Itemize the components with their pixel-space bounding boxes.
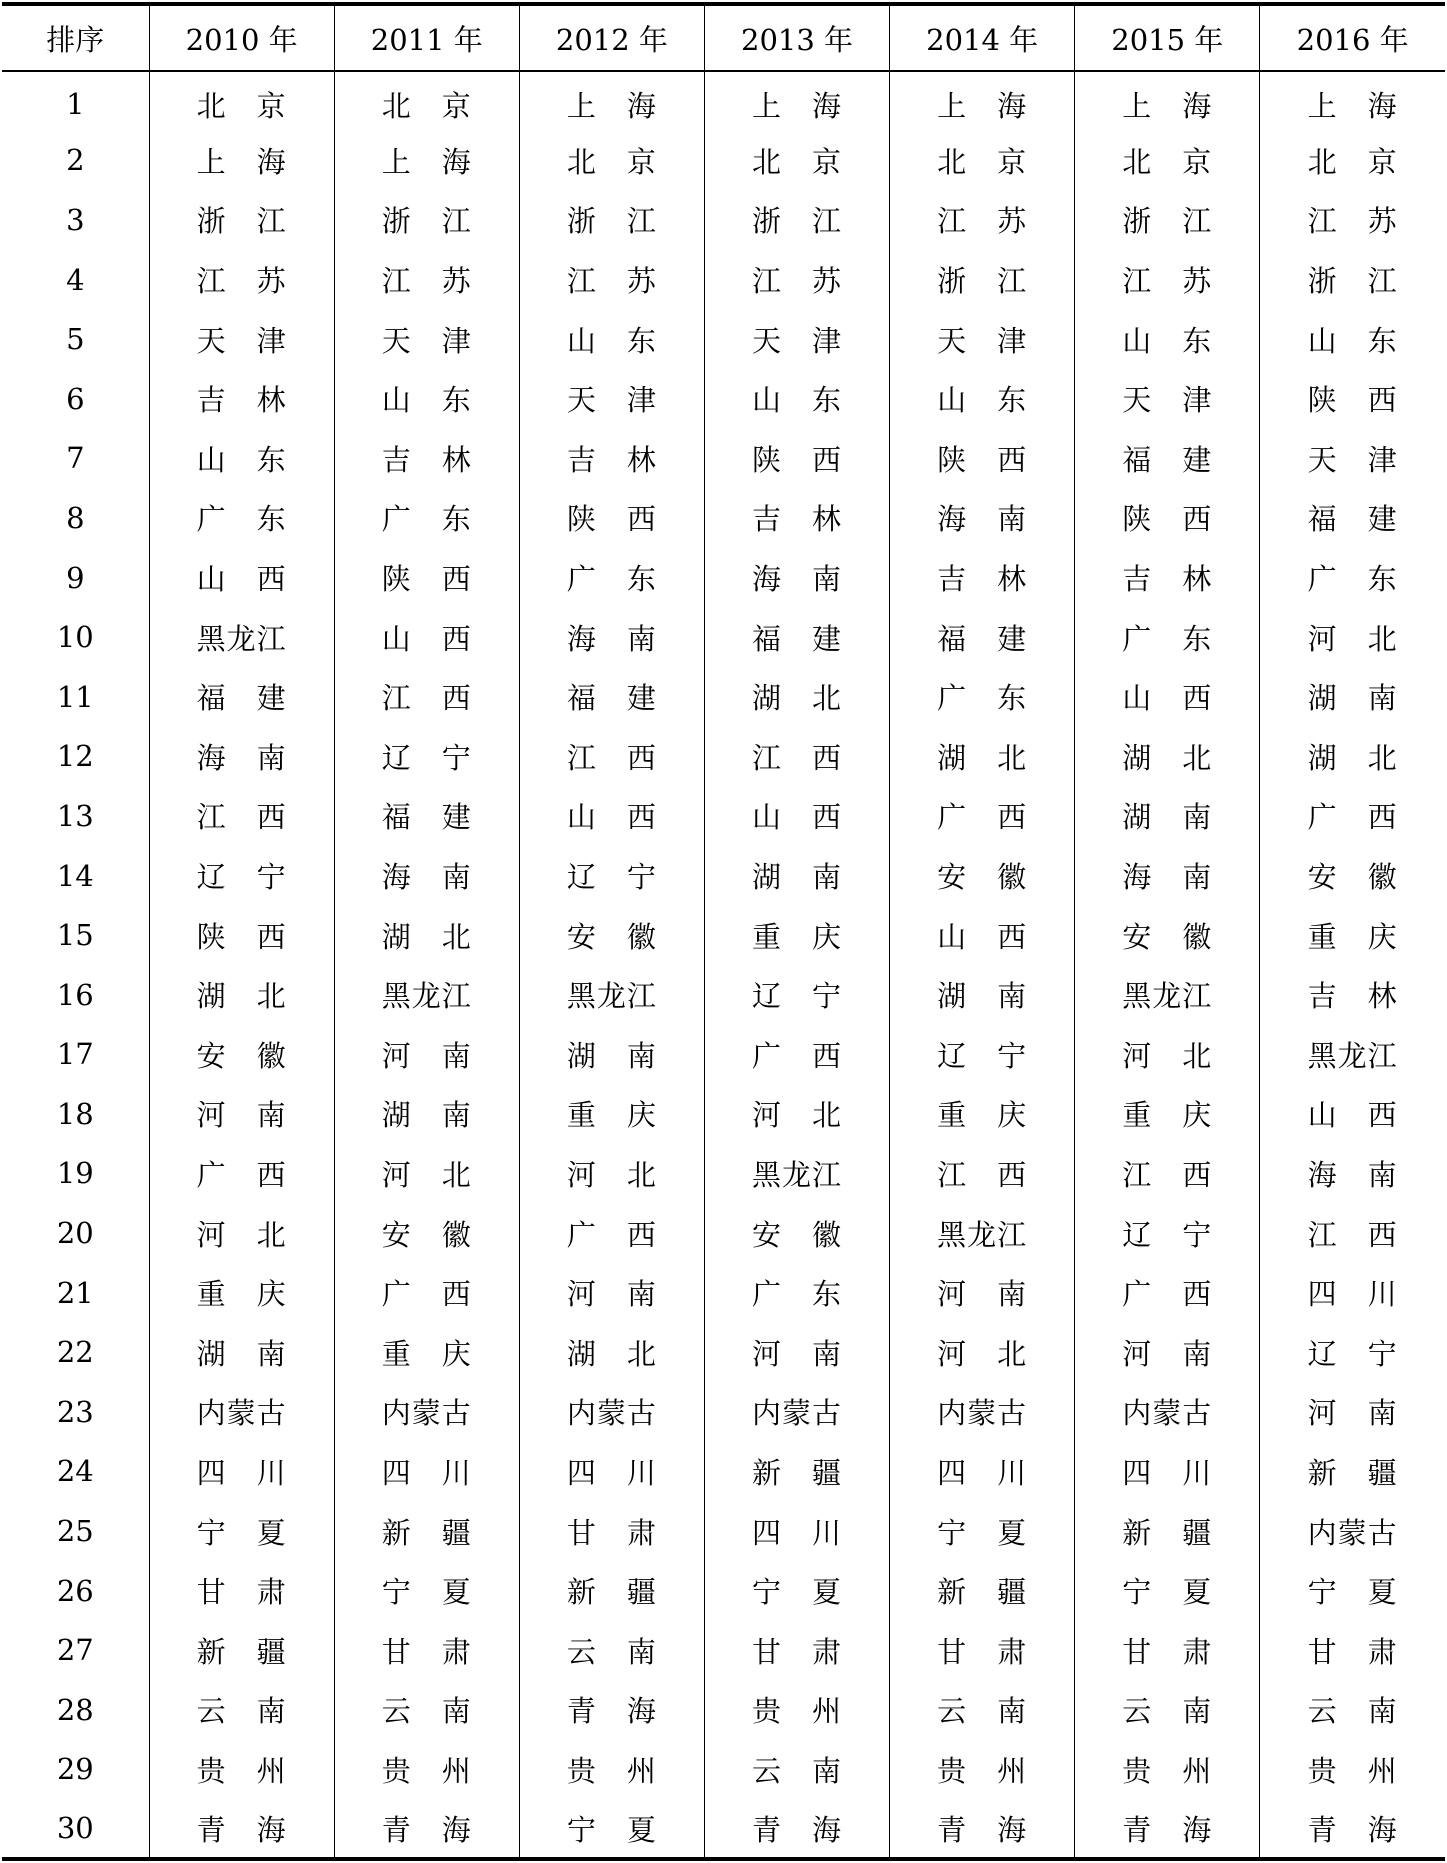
province-cell: 海 南 — [1075, 846, 1260, 906]
province-cell: 广 西 — [704, 1025, 889, 1085]
province-cell: 四 川 — [704, 1501, 889, 1561]
province-cell: 上 海 — [334, 131, 519, 191]
province-cell: 重 庆 — [334, 1322, 519, 1382]
province-cell: 山 西 — [890, 905, 1075, 965]
province-cell: 浙 江 — [519, 190, 704, 250]
province-cell: 河 南 — [519, 1263, 704, 1323]
province-cell: 广 东 — [704, 1263, 889, 1323]
rank-cell: 4 — [66, 262, 85, 297]
province-cell: 海 南 — [519, 607, 704, 667]
province-cell: 湖 北 — [519, 1322, 704, 1382]
province-cell: 福 建 — [1260, 488, 1445, 548]
province-cell: 江 苏 — [1260, 190, 1445, 250]
province-cell: 黑龙江 — [1075, 965, 1260, 1025]
rank-cell: 29 — [56, 1752, 94, 1787]
header-rank: 排序 — [2, 4, 149, 71]
province-cell: 湖 北 — [1260, 727, 1445, 787]
table-row — [2, 548, 1445, 608]
rank-cell: 16 — [56, 977, 94, 1012]
province-cell: 山 东 — [149, 429, 334, 489]
province-cell: 甘 肃 — [890, 1620, 1075, 1680]
province-cell: 吉 林 — [519, 429, 704, 489]
province-cell: 福 建 — [519, 667, 704, 727]
province-cell: 上 海 — [149, 131, 334, 191]
province-cell: 湖 北 — [704, 667, 889, 727]
province-cell: 吉 林 — [890, 548, 1075, 608]
province-cell: 甘 肃 — [1075, 1620, 1260, 1680]
province-cell: 江 西 — [519, 727, 704, 787]
rank-cell: 22 — [56, 1335, 94, 1370]
province-cell: 辽 宁 — [890, 1025, 1075, 1085]
province-cell: 江 西 — [704, 727, 889, 787]
province-cell: 福 建 — [1075, 429, 1260, 489]
table-row — [2, 1740, 1445, 1800]
province-cell: 青 海 — [1260, 1799, 1445, 1859]
province-cell: 宁 夏 — [704, 1561, 889, 1621]
province-cell: 陕 西 — [704, 429, 889, 489]
table-row — [2, 1680, 1445, 1740]
rank-cell: 15 — [56, 918, 94, 953]
province-cell: 河 南 — [704, 1322, 889, 1382]
province-cell: 吉 林 — [1260, 965, 1445, 1025]
province-cell: 湖 南 — [519, 1025, 704, 1085]
province-cell: 河 南 — [890, 1263, 1075, 1323]
province-cell: 浙 江 — [890, 250, 1075, 310]
province-cell: 北 京 — [334, 71, 519, 131]
table-row — [2, 667, 1445, 727]
province-cell: 贵 州 — [149, 1740, 334, 1800]
province-cell: 宁 夏 — [1260, 1561, 1445, 1621]
rank-cell: 9 — [66, 560, 85, 595]
province-cell: 北 京 — [704, 131, 889, 191]
province-cell: 天 津 — [1260, 429, 1445, 489]
rank-cell: 1 — [66, 87, 85, 122]
province-cell: 福 建 — [149, 667, 334, 727]
table-row — [2, 727, 1445, 787]
province-cell: 湖 北 — [1075, 727, 1260, 787]
rank-cell: 25 — [56, 1514, 94, 1549]
province-cell: 四 川 — [519, 1442, 704, 1502]
table-row — [2, 1144, 1445, 1204]
province-cell: 黑龙江 — [519, 965, 704, 1025]
province-cell: 甘 肃 — [1260, 1620, 1445, 1680]
province-cell: 河 北 — [1260, 607, 1445, 667]
province-cell: 天 津 — [1075, 369, 1260, 429]
table-row — [2, 309, 1445, 369]
province-cell: 天 津 — [519, 369, 704, 429]
province-cell: 吉 林 — [334, 429, 519, 489]
province-cell: 江 苏 — [704, 250, 889, 310]
header-year-2016: 2016 年 — [1260, 4, 1445, 71]
table-row — [2, 607, 1445, 667]
table-row — [2, 131, 1445, 191]
province-cell: 宁 夏 — [890, 1501, 1075, 1561]
province-cell: 上 海 — [519, 71, 704, 131]
province-cell: 上 海 — [890, 71, 1075, 131]
table-row — [2, 1025, 1445, 1085]
rank-cell: 21 — [56, 1275, 94, 1310]
province-cell: 重 庆 — [1075, 1084, 1260, 1144]
province-cell: 甘 肃 — [334, 1620, 519, 1680]
province-cell: 青 海 — [149, 1799, 334, 1859]
province-cell: 贵 州 — [519, 1740, 704, 1800]
province-cell: 重 庆 — [149, 1263, 334, 1323]
province-cell: 北 京 — [1075, 131, 1260, 191]
table-row — [2, 1561, 1445, 1621]
province-cell: 云 南 — [890, 1680, 1075, 1740]
province-cell: 山 东 — [704, 369, 889, 429]
province-cell: 北 京 — [1260, 131, 1445, 191]
province-cell: 青 海 — [1075, 1799, 1260, 1859]
province-cell: 甘 肃 — [519, 1501, 704, 1561]
province-cell: 河 北 — [334, 1144, 519, 1204]
rank-cell: 6 — [66, 381, 85, 416]
table-row — [2, 846, 1445, 906]
table-row — [2, 1620, 1445, 1680]
province-cell: 内蒙古 — [149, 1382, 334, 1442]
province-cell: 贵 州 — [890, 1740, 1075, 1800]
province-cell: 河 北 — [519, 1144, 704, 1204]
table-row — [2, 1442, 1445, 1502]
province-cell: 山 东 — [519, 309, 704, 369]
header-year-2011: 2011 年 — [334, 4, 519, 71]
province-cell: 海 南 — [704, 548, 889, 608]
rank-cell: 2 — [66, 143, 85, 178]
table-row — [2, 250, 1445, 310]
province-cell: 广 东 — [149, 488, 334, 548]
rank-cell: 19 — [56, 1156, 94, 1191]
province-cell: 天 津 — [334, 309, 519, 369]
province-cell: 广 东 — [1075, 607, 1260, 667]
province-cell: 贵 州 — [334, 1740, 519, 1800]
province-cell: 安 徽 — [334, 1203, 519, 1263]
province-cell: 江 苏 — [1075, 250, 1260, 310]
rank-cell: 26 — [56, 1573, 94, 1608]
province-cell: 黑龙江 — [334, 965, 519, 1025]
province-cell: 新 疆 — [334, 1501, 519, 1561]
province-cell: 吉 林 — [149, 369, 334, 429]
province-cell: 内蒙古 — [1075, 1382, 1260, 1442]
province-cell: 甘 肃 — [704, 1620, 889, 1680]
province-cell: 山 东 — [334, 369, 519, 429]
rank-cell: 7 — [66, 441, 85, 476]
province-cell: 青 海 — [334, 1799, 519, 1859]
rank-cell: 27 — [56, 1633, 94, 1668]
province-cell: 海 南 — [1260, 1144, 1445, 1204]
province-cell: 四 川 — [1075, 1442, 1260, 1502]
rank-cell: 13 — [56, 798, 94, 833]
province-cell: 湖 南 — [149, 1322, 334, 1382]
province-cell: 湖 南 — [334, 1084, 519, 1144]
province-cell: 湖 北 — [890, 727, 1075, 787]
province-cell: 辽 宁 — [1075, 1203, 1260, 1263]
table-row — [2, 1084, 1445, 1144]
province-cell: 陕 西 — [1075, 488, 1260, 548]
province-cell: 青 海 — [890, 1799, 1075, 1859]
province-cell: 四 川 — [1260, 1263, 1445, 1323]
province-cell: 江 西 — [149, 786, 334, 846]
province-cell: 重 庆 — [890, 1084, 1075, 1144]
province-cell: 广 西 — [149, 1144, 334, 1204]
rank-cell: 30 — [2, 1799, 149, 1859]
rank-cell: 3 — [66, 202, 85, 237]
table-row — [2, 190, 1445, 250]
province-cell: 云 南 — [334, 1680, 519, 1740]
header-year-2015: 2015 年 — [1075, 4, 1260, 71]
province-cell: 宁 夏 — [1075, 1561, 1260, 1621]
province-cell: 江 西 — [1260, 1203, 1445, 1263]
province-cell: 辽 宁 — [519, 846, 704, 906]
province-cell: 辽 宁 — [704, 965, 889, 1025]
province-cell: 山 西 — [704, 786, 889, 846]
rank-cell: 24 — [56, 1454, 94, 1489]
province-cell: 安 徽 — [1075, 905, 1260, 965]
province-cell: 贵 州 — [704, 1680, 889, 1740]
province-cell: 新 疆 — [704, 1442, 889, 1502]
province-cell: 广 西 — [334, 1263, 519, 1323]
table-header — [2, 4, 1445, 71]
province-cell: 辽 宁 — [149, 846, 334, 906]
province-cell: 江 西 — [890, 1144, 1075, 1204]
header-row — [2, 4, 1445, 71]
table-row — [2, 1322, 1445, 1382]
province-cell: 河 南 — [149, 1084, 334, 1144]
province-cell: 宁 夏 — [149, 1501, 334, 1561]
province-cell: 云 南 — [519, 1620, 704, 1680]
header-year-2013: 2013 年 — [704, 4, 889, 71]
rank-cell: 10 — [56, 620, 94, 655]
province-cell: 云 南 — [1260, 1680, 1445, 1740]
province-cell: 内蒙古 — [519, 1382, 704, 1442]
province-cell: 上 海 — [1075, 71, 1260, 131]
province-cell: 河 南 — [334, 1025, 519, 1085]
province-cell: 吉 林 — [1075, 548, 1260, 608]
province-cell: 重 庆 — [704, 905, 889, 965]
province-cell: 广 西 — [519, 1203, 704, 1263]
province-cell: 浙 江 — [1075, 190, 1260, 250]
province-cell: 湖 南 — [1075, 786, 1260, 846]
province-cell: 广 东 — [334, 488, 519, 548]
province-cell: 云 南 — [1075, 1680, 1260, 1740]
province-cell: 山 西 — [334, 607, 519, 667]
table-row — [2, 1263, 1445, 1323]
province-cell: 山 西 — [1260, 1084, 1445, 1144]
province-cell: 山 东 — [1075, 309, 1260, 369]
province-cell: 贵 州 — [1260, 1740, 1445, 1800]
province-cell: 河 北 — [149, 1203, 334, 1263]
province-cell: 山 西 — [149, 548, 334, 608]
province-cell: 安 徽 — [704, 1203, 889, 1263]
rank-cell: 8 — [66, 500, 85, 535]
header-year-2014: 2014 年 — [890, 4, 1075, 71]
province-cell: 海 南 — [334, 846, 519, 906]
province-cell: 天 津 — [149, 309, 334, 369]
province-cell: 吉 林 — [704, 488, 889, 548]
table-row — [2, 905, 1445, 965]
ranking-table — [2, 2, 1445, 1861]
province-cell: 福 建 — [704, 607, 889, 667]
province-cell: 浙 江 — [704, 190, 889, 250]
rank-cell: 17 — [56, 1037, 94, 1072]
table-row — [2, 786, 1445, 846]
province-cell: 广 西 — [890, 786, 1075, 846]
rank-cell: 5 — [66, 322, 85, 357]
province-cell: 湖 北 — [334, 905, 519, 965]
province-cell: 湖 北 — [149, 965, 334, 1025]
province-cell: 广 东 — [1260, 548, 1445, 608]
province-cell: 福 建 — [334, 786, 519, 846]
table-row — [2, 369, 1445, 429]
rank-cell: 23 — [56, 1394, 94, 1429]
province-cell: 内蒙古 — [334, 1382, 519, 1442]
province-cell: 广 东 — [519, 548, 704, 608]
province-cell: 北 京 — [149, 71, 334, 131]
province-cell: 云 南 — [704, 1740, 889, 1800]
province-cell: 新 疆 — [1075, 1501, 1260, 1561]
province-cell: 湖 南 — [890, 965, 1075, 1025]
province-cell: 安 徽 — [149, 1025, 334, 1085]
province-cell: 浙 江 — [1260, 250, 1445, 310]
province-cell: 河 南 — [1260, 1382, 1445, 1442]
table-row — [2, 71, 1445, 131]
province-cell: 湖 南 — [704, 846, 889, 906]
province-cell: 海 南 — [149, 727, 334, 787]
province-cell: 甘 肃 — [149, 1561, 334, 1621]
province-cell: 黑龙江 — [149, 607, 334, 667]
province-cell: 山 西 — [519, 786, 704, 846]
province-cell: 贵 州 — [1075, 1740, 1260, 1800]
header-year-2012: 2012 年 — [519, 4, 704, 71]
table-row — [2, 965, 1445, 1025]
province-cell: 新 疆 — [890, 1561, 1075, 1621]
province-cell: 广 西 — [1075, 1263, 1260, 1323]
rank-cell: 14 — [56, 858, 94, 893]
province-cell: 河 北 — [704, 1084, 889, 1144]
province-cell: 宁 夏 — [334, 1561, 519, 1621]
province-cell: 河 南 — [1075, 1322, 1260, 1382]
province-cell: 上 海 — [1260, 71, 1445, 131]
province-cell: 山 东 — [1260, 309, 1445, 369]
province-cell: 内蒙古 — [890, 1382, 1075, 1442]
province-cell: 新 疆 — [519, 1561, 704, 1621]
province-cell: 浙 江 — [149, 190, 334, 250]
province-cell: 上 海 — [704, 71, 889, 131]
province-cell: 江 西 — [1075, 1144, 1260, 1204]
province-cell: 安 徽 — [1260, 846, 1445, 906]
province-cell: 新 疆 — [1260, 1442, 1445, 1502]
table-row — [2, 1382, 1445, 1442]
province-cell: 陕 西 — [149, 905, 334, 965]
province-cell: 江 苏 — [890, 190, 1075, 250]
province-cell: 内蒙古 — [704, 1382, 889, 1442]
province-cell: 陕 西 — [890, 429, 1075, 489]
province-cell: 浙 江 — [334, 190, 519, 250]
rank-cell: 11 — [56, 679, 94, 714]
table-row — [2, 1501, 1445, 1561]
table-body — [2, 71, 1445, 1859]
province-cell: 青 海 — [704, 1799, 889, 1859]
province-cell: 天 津 — [704, 309, 889, 369]
province-cell: 重 庆 — [519, 1084, 704, 1144]
table-row — [2, 1203, 1445, 1263]
province-cell: 四 川 — [890, 1442, 1075, 1502]
province-cell: 安 徽 — [890, 846, 1075, 906]
rank-cell: 12 — [56, 739, 94, 774]
province-cell: 山 西 — [1075, 667, 1260, 727]
rank-cell: 28 — [56, 1692, 94, 1727]
province-cell: 北 京 — [519, 131, 704, 191]
province-cell: 陕 西 — [519, 488, 704, 548]
rank-cell: 20 — [56, 1216, 94, 1251]
province-cell: 辽 宁 — [334, 727, 519, 787]
province-cell: 河 北 — [1075, 1025, 1260, 1085]
province-cell: 江 西 — [334, 667, 519, 727]
table-row — [2, 1799, 1445, 1859]
province-cell: 内蒙古 — [1260, 1501, 1445, 1561]
province-cell: 陕 西 — [334, 548, 519, 608]
province-cell: 江 苏 — [334, 250, 519, 310]
province-cell: 四 川 — [149, 1442, 334, 1502]
province-cell: 江 苏 — [149, 250, 334, 310]
province-cell: 新 疆 — [149, 1620, 334, 1680]
province-cell: 天 津 — [890, 309, 1075, 369]
province-cell: 海 南 — [890, 488, 1075, 548]
province-cell: 宁 夏 — [519, 1799, 704, 1859]
province-cell: 广 东 — [890, 667, 1075, 727]
header-year-2010: 2010 年 — [149, 4, 334, 71]
rank-cell: 18 — [56, 1096, 94, 1131]
province-cell: 重 庆 — [1260, 905, 1445, 965]
province-cell: 河 北 — [890, 1322, 1075, 1382]
province-cell: 青 海 — [519, 1680, 704, 1740]
province-cell: 江 苏 — [519, 250, 704, 310]
province-cell: 黑龙江 — [890, 1203, 1075, 1263]
province-cell: 福 建 — [890, 607, 1075, 667]
province-cell: 北 京 — [890, 131, 1075, 191]
table-row — [2, 488, 1445, 548]
table-row — [2, 429, 1445, 489]
province-cell: 山 东 — [890, 369, 1075, 429]
province-cell: 广 西 — [1260, 786, 1445, 846]
province-cell: 陕 西 — [1260, 369, 1445, 429]
province-cell: 黑龙江 — [1260, 1025, 1445, 1085]
province-cell: 四 川 — [334, 1442, 519, 1502]
province-cell: 安 徽 — [519, 905, 704, 965]
province-cell: 黑龙江 — [704, 1144, 889, 1204]
province-cell: 云 南 — [149, 1680, 334, 1740]
province-cell: 湖 南 — [1260, 667, 1445, 727]
province-cell: 辽 宁 — [1260, 1322, 1445, 1382]
